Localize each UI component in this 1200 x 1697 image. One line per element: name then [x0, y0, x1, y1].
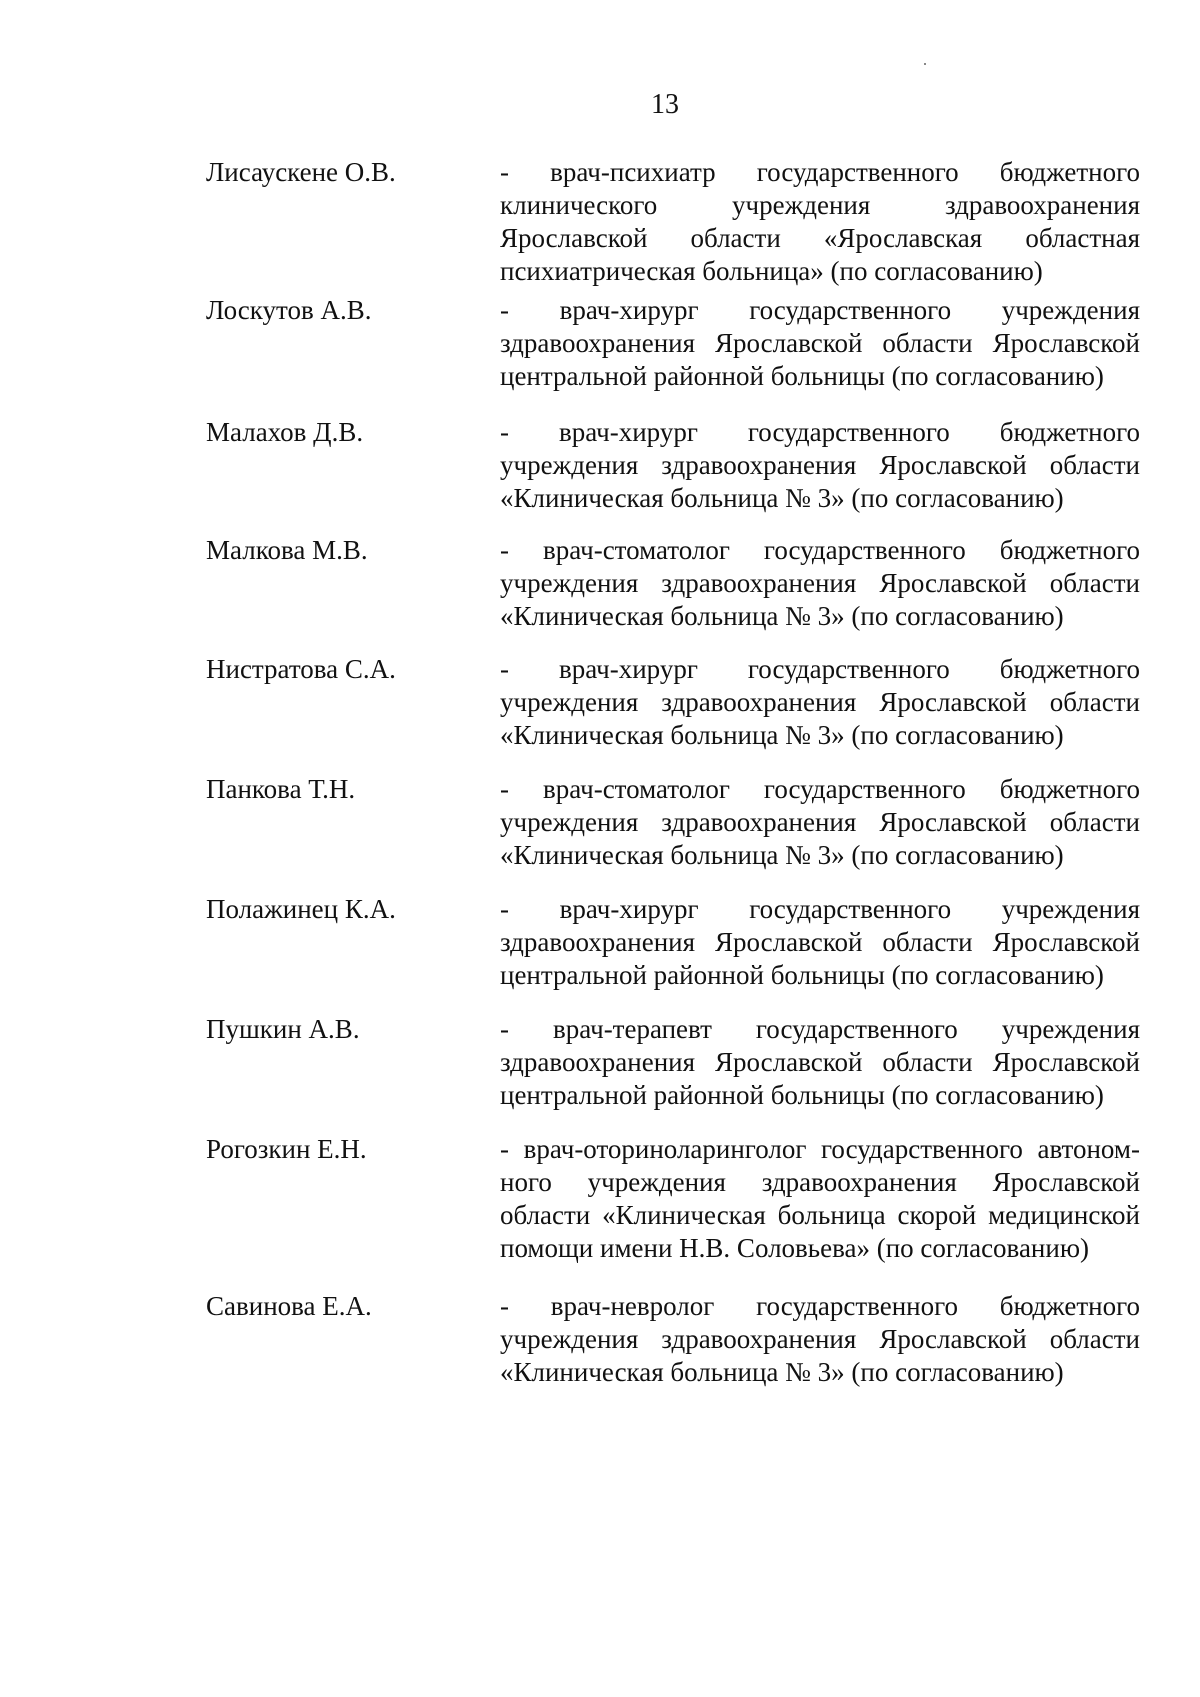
member-position	[500, 653, 1140, 752]
member-name: Пушкин А.В.	[206, 1014, 360, 1044]
member-position-line: - врач-хирург государственного бюджетного	[500, 417, 1140, 447]
member-position-line: здравоохранения Ярославской области Ярославской	[500, 328, 1140, 358]
member-position-line: - врач-оториноларинголог государственного автоном-	[500, 1134, 1140, 1164]
member-name: Полажинец К.А.	[206, 894, 396, 924]
member-position	[500, 294, 1140, 393]
member-name: Панкова Т.Н.	[206, 774, 356, 804]
member-position-line: - врач-невролог государственного бюджетного	[500, 1291, 1140, 1321]
member-position-line: - врач-стоматолог государственного бюджетного	[500, 774, 1140, 804]
member-position-line: здравоохранения Ярославской области Ярославской	[500, 1047, 1140, 1077]
member-name: Лисаускене О.В.	[206, 157, 396, 187]
member-position-line: учреждения здравоохранения Ярославской области	[500, 1324, 1140, 1354]
member-position-line: - врач-стоматолог государственного бюджетного	[500, 535, 1140, 565]
member-position-line: центральной районной больницы (по согласованию)	[500, 960, 1104, 990]
member-position-line: «Клиническая больница № 3» (по согласованию)	[500, 840, 1064, 870]
member-position	[500, 416, 1140, 515]
member-position-line: - врач-терапевт государственного учреждения	[500, 1014, 1140, 1044]
member-name: Рогозкин Е.Н.	[206, 1134, 367, 1164]
member-name: Лоскутов А.В.	[206, 295, 372, 325]
member-position-line: центральной районной больницы (по согласованию)	[500, 1080, 1104, 1110]
member-position	[500, 1133, 1140, 1265]
member-position-line: помощи имени Н.В. Соловьева» (по согласованию)	[500, 1233, 1089, 1263]
member-position-line: учреждения здравоохранения Ярославской области	[500, 807, 1140, 837]
member-position-line: - врач-психиатр государственного бюджетного	[500, 157, 1140, 187]
member-position-line: здравоохранения Ярославской области Ярославской	[500, 927, 1140, 957]
member-position-line: Ярославской области «Ярославская областная	[500, 223, 1140, 253]
member-position-line: - врач-хирург государственного учреждения	[500, 894, 1140, 924]
scan-artifact-dot	[924, 63, 926, 65]
member-position-line: клинического учреждения здравоохранения	[500, 190, 1140, 220]
member-position-line: «Клиническая больница № 3» (по согласованию)	[500, 720, 1064, 750]
member-name: Малкова М.В.	[206, 535, 368, 565]
member-name: Малахов Д.В.	[206, 417, 364, 447]
member-name: Нистратова С.А.	[206, 654, 396, 684]
member-position-line: «Клиническая больница № 3» (по согласованию)	[500, 1357, 1064, 1387]
member-position-line: психиатрическая больница» (по согласованию)	[500, 256, 1043, 286]
member-position	[500, 1013, 1140, 1112]
member-position	[500, 534, 1140, 633]
member-position-line: центральной районной больницы (по согласованию)	[500, 361, 1104, 391]
member-position	[500, 893, 1140, 992]
member-position-line: - врач-хирург государственного учреждения	[500, 295, 1140, 325]
member-name: Савинова Е.А.	[206, 1291, 372, 1321]
member-position	[500, 773, 1140, 872]
member-position-line: области «Клиническая больница скорой медицинской	[500, 1200, 1140, 1230]
member-position	[500, 156, 1140, 288]
member-position-line: - врач-хирург государственного бюджетного	[500, 654, 1140, 684]
member-position-line: ного учреждения здравоохранения Ярославской	[500, 1167, 1140, 1197]
member-position-line: учреждения здравоохранения Ярославской области	[500, 450, 1140, 480]
member-position-line: «Клиническая больница № 3» (по согласованию)	[500, 483, 1064, 513]
page-number: 13	[651, 89, 679, 120]
member-position-line: учреждения здравоохранения Ярославской области	[500, 687, 1140, 717]
member-position-line: «Клиническая больница № 3» (по согласованию)	[500, 601, 1064, 631]
member-position	[500, 1290, 1140, 1389]
member-position-line: учреждения здравоохранения Ярославской области	[500, 568, 1140, 598]
